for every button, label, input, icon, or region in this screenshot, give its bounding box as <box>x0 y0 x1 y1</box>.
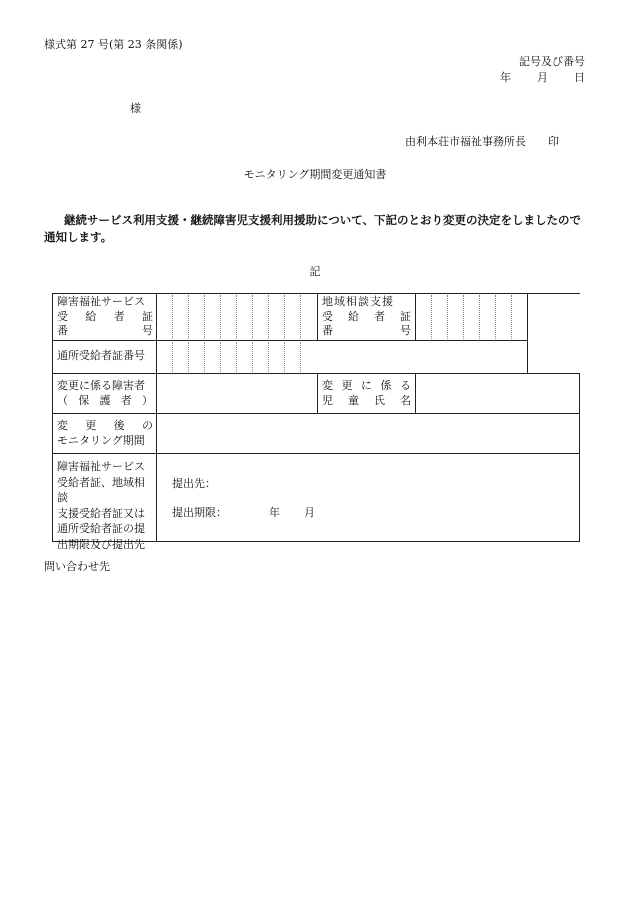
year-label: 年 <box>500 71 511 84</box>
col-line-right-row1 <box>415 293 416 340</box>
col-line-label <box>156 293 157 542</box>
document-title: モニタリング期間変更通知書 <box>243 168 387 181</box>
child-name-label: 変 更 に 係 る 児 童 氏 名 <box>322 379 411 407</box>
contact-label: 問い合わせ先 <box>44 560 110 573</box>
table-border-top-right <box>317 293 528 294</box>
submit-to-label: 提出先： <box>172 477 216 490</box>
row-line-4 <box>52 453 580 454</box>
form-table <box>52 293 580 551</box>
body-paragraph: 継続サービス利用支援・継続障害児支援利用援助について、下記のとおり変更の決定をしましたので通知します。 <box>44 213 582 244</box>
row-line-1 <box>52 340 528 341</box>
month-label: 月 <box>537 71 548 84</box>
date-line <box>500 69 585 85</box>
monitoring-period-label: 変 更 後 の モニタリング期間 <box>57 419 153 447</box>
consultation-certificate-number-label: 地域相談支援 受 給 者 証 番 号 <box>322 295 411 337</box>
deadline-month-label: 月 <box>304 506 315 519</box>
guardian-name-label: 変更に係る障害者 （ 保 護 者 ） <box>57 379 153 407</box>
seal-mark: 印 <box>548 135 559 148</box>
table-border-right <box>579 373 580 542</box>
table-border-right-upper <box>527 293 528 373</box>
row-line-2 <box>52 373 580 374</box>
issuer-name: 由利本荘市福祉事務所長 <box>405 135 526 148</box>
submission-deadline-label: 障害福祉サービス 受給者証、地域相談 支援受給者証又は 通所受給者証の提 出期限及び提出先 <box>57 460 145 551</box>
day-label: 日 <box>574 71 585 84</box>
addressee-honorific: 様 <box>130 102 141 115</box>
ki-heading: 記 <box>309 265 321 278</box>
service-certificate-number-label: 障害福祉サービス 受 給 者 証 番 号 <box>57 295 153 337</box>
col-line-mid-row1 <box>317 293 318 340</box>
table-border-left <box>52 293 53 542</box>
col-line-right-row3 <box>415 373 416 413</box>
deadline-label: 提出期限： <box>172 506 227 519</box>
form-code: 様式第 27 号(第 23 条関係) <box>44 38 183 51</box>
col-line-mid-row3 <box>317 373 318 413</box>
day-service-certificate-number-label: 通所受給者証番号 <box>57 349 145 362</box>
issuer <box>405 133 559 149</box>
row-line-3 <box>52 413 580 414</box>
deadline-year-label: 年 <box>269 506 280 519</box>
reference-number-label: 記号及び番号 <box>519 55 585 68</box>
